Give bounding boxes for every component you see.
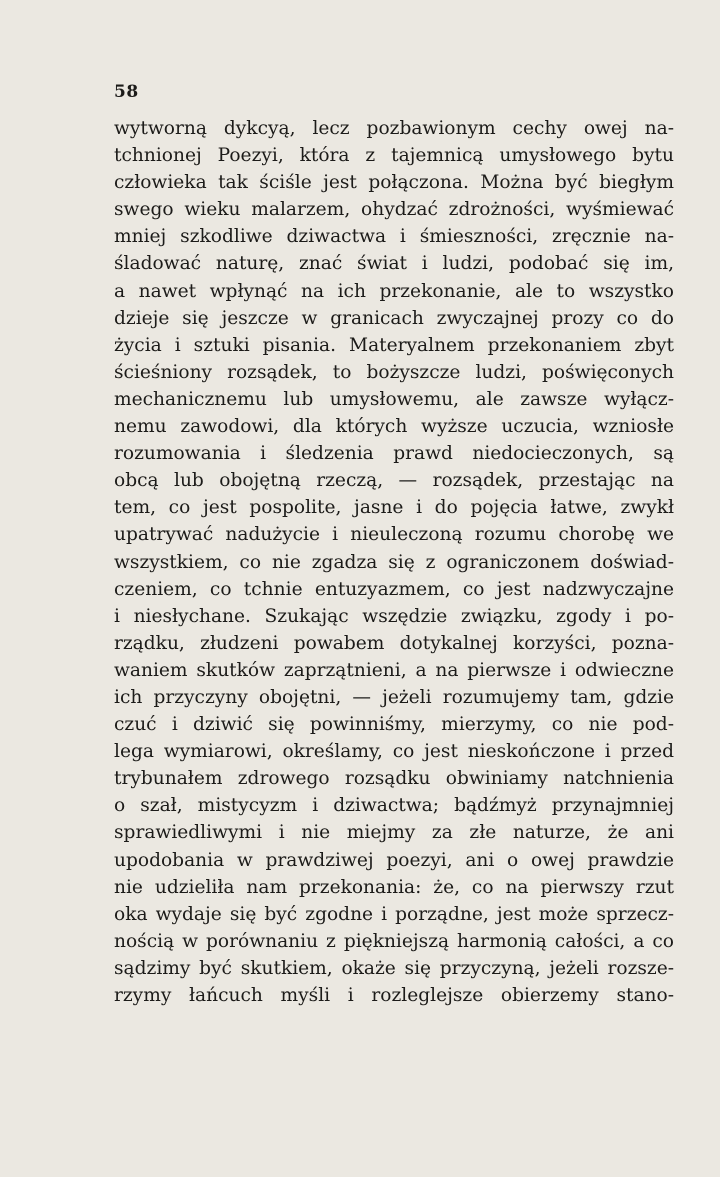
text-line: nie udzieliła nam przekonania: że, co na pierwszy rzut — [114, 876, 674, 898]
text-line: nością w porównaniu z piękniejszą harmonią całości, a co — [114, 930, 674, 952]
text-line: tem, co jest pospolite, jasne i do pojęcia łatwe, zwykł — [114, 497, 674, 519]
text-line: oka wydaje się być zgodne i porządne, jest może sprzecz- — [114, 903, 674, 925]
text-line: ich przyczyny obojętni, — jeżeli rozumujemy tam, gdzie — [114, 686, 674, 708]
text-line: ścieśniony rozsądek, to bożyszcze ludzi, poświęconych — [114, 361, 674, 383]
text-line: upatrywać nadużycie i nieuleczoną rozumu chorobę we — [114, 524, 674, 546]
text-line: rządku, złudzeni powabem dotykalnej korzyści, pozna- — [114, 632, 674, 654]
text-line: człowieka tak ściśle jest połączona. Można być biegłym — [114, 172, 674, 194]
text-line: i niesłychane. Szukając wszędzie związku, zgody i po- — [114, 605, 674, 627]
text-line: mniej szkodliwe dziwactwa i śmieszności, zręcznie na- — [114, 226, 674, 248]
text-line: życia i sztuki pisania. Materyalnem przekonaniem zbyt — [114, 334, 674, 356]
page-number: 58 — [114, 82, 139, 102]
text-line: sprawiedliwymi i nie miejmy za złe naturze, że ani — [114, 822, 674, 844]
text-line: obcą lub obojętną rzeczą, — rozsądek, przestając na — [114, 470, 674, 492]
text-line: dzieje się jeszcze w granicach zwyczajnej prozy co do — [114, 307, 674, 329]
text-line: śladować naturę, znać świat i ludzi, podobać się im, — [114, 253, 674, 275]
text-line: nemu zawodowi, dla których wyższe uczucia, wzniosłe — [114, 416, 674, 438]
text-line: czeniem, co tchnie entuzyazmem, co jest nadzwyczajne — [114, 578, 674, 600]
text-line: rozumowania i śledzenia prawd niedocieczonych, są — [114, 443, 674, 465]
text-line: a nawet wpłynąć na ich przekonanie, ale to wszystko — [114, 280, 674, 302]
text-line: upodobania w prawdziwej poezyi, ani o owej prawdzie — [114, 849, 674, 871]
body-text — [114, 115, 674, 1009]
text-line: o szał, mistycyzm i dziwactwa; bądźmyż przynajmniej — [114, 795, 674, 817]
text-line: wszystkiem, co nie zgadza się z ograniczonem doświad- — [114, 551, 674, 573]
text-line: tchnionej Poezyi, która z tajemnicą umysłowego bytu — [114, 145, 674, 167]
text-line: lega wymiarowi, określamy, co jest nieskończone i przed — [114, 741, 674, 763]
text-line: waniem skutków zaprzątnieni, a na pierwsze i odwieczne — [114, 659, 674, 681]
text-line: mechanicznemu lub umysłowemu, ale zawsze wyłącz- — [114, 388, 674, 410]
text-line: wytworną dykcyą, lecz pozbawionym cechy owej na- — [114, 118, 674, 139]
text-line: czuć i dziwić się powinniśmy, mierzymy, co nie pod- — [114, 714, 674, 736]
text-line: rzymy łańcuch myśli i rozleglejsze obierzemy stano- — [114, 985, 674, 1006]
text-line: trybunałem zdrowego rozsądku obwiniamy natchnienia — [114, 768, 674, 790]
text-line: swego wieku malarzem, ohydzać zdrożności, wyśmiewać — [114, 199, 674, 221]
text-line: sądzimy być skutkiem, okaże się przyczyną, jeżeli rozsze- — [114, 957, 674, 979]
